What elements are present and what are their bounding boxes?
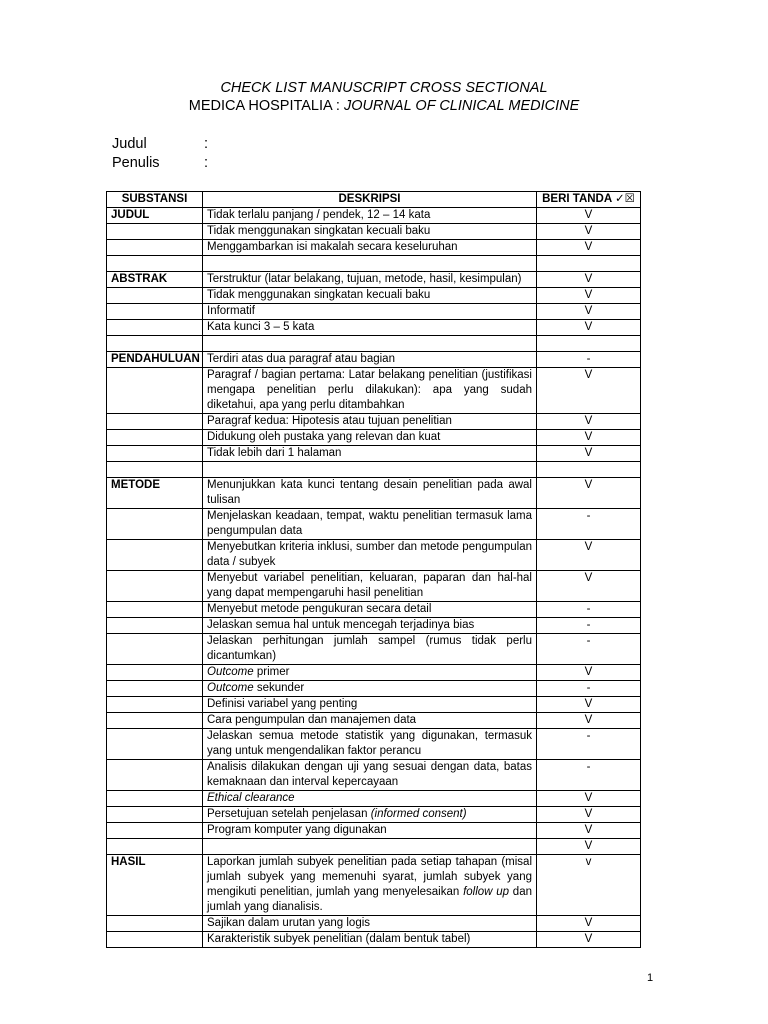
doc-subtitle	[0, 98, 768, 114]
substansi-cell	[107, 916, 203, 932]
deskripsi-text: Analisis dilakukan dengan uji yang sesuai dengan data, batas kemaknaan dan interval kepercayaan	[207, 761, 532, 788]
tanda-cell: v	[537, 855, 641, 916]
spacer-row	[107, 256, 641, 272]
tanda-cell: V	[537, 446, 641, 462]
deskripsi-cell	[203, 430, 537, 446]
deskripsi-cell	[203, 634, 537, 665]
page-number: 1	[647, 972, 654, 984]
empty-cell	[107, 462, 203, 478]
deskripsi-text: Didukung oleh pustaka yang relevan dan kuat	[207, 431, 441, 443]
tanda-cell: V	[537, 272, 641, 288]
substansi-cell	[107, 665, 203, 681]
deskripsi-cell	[203, 602, 537, 618]
table-row	[107, 320, 641, 336]
deskripsi-cell	[203, 713, 537, 729]
tanda-cell: -	[537, 602, 641, 618]
deskripsi-cell	[203, 681, 537, 697]
deskripsi-text: Tidak menggunakan singkatan kecuali baku	[207, 225, 431, 237]
table-row	[107, 932, 641, 948]
tanda-cell: -	[537, 681, 641, 697]
substansi-cell: HASIL	[107, 855, 203, 916]
table-row	[107, 446, 641, 462]
table-row	[107, 272, 641, 288]
substansi-cell	[107, 760, 203, 791]
tanda-cell: V	[537, 713, 641, 729]
deskripsi-text: Menggambarkan isi makalah secara keseluruhan	[207, 241, 458, 253]
empty-cell	[203, 256, 537, 272]
table-row	[107, 697, 641, 713]
deskripsi-text: Paragraf / bagian pertama: Latar belakang penelitian (justifikasi mengapa penelitian perlu dilakukan): apa yang sudah diketahui, apa yang perlu ditambahkan	[207, 369, 532, 411]
journal-subtitle: JOURNAL OF CLINICAL MEDICINE	[343, 98, 580, 114]
substansi-cell	[107, 602, 203, 618]
deskripsi-text: Persetujuan setelah penjelasan	[207, 808, 371, 820]
table-row	[107, 916, 641, 932]
table-row	[107, 681, 641, 697]
substansi-cell	[107, 618, 203, 634]
deskripsi-text: Cara pengumpulan dan manajemen data	[207, 714, 417, 726]
deskripsi-cell	[203, 304, 537, 320]
tanda-cell: V	[537, 208, 641, 224]
deskripsi-text: Outcome	[207, 666, 254, 678]
deskripsi-text: Tidak menggunakan singkatan kecuali baku	[207, 289, 431, 301]
deskripsi-cell	[203, 823, 537, 839]
deskripsi-cell	[203, 240, 537, 256]
substansi-cell	[107, 288, 203, 304]
checklist-table	[106, 191, 641, 948]
table-row	[107, 414, 641, 430]
deskripsi-cell	[203, 320, 537, 336]
tanda-cell: V	[537, 839, 641, 855]
deskripsi-text: Program komputer yang digunakan	[207, 824, 387, 836]
deskripsi-cell	[203, 272, 537, 288]
substansi-cell: PENDAHULUAN	[107, 352, 203, 368]
deskripsi-cell	[203, 932, 537, 948]
empty-cell	[203, 336, 537, 352]
deskripsi-cell	[203, 208, 537, 224]
penulis-field	[112, 155, 208, 171]
empty-cell	[107, 256, 203, 272]
deskripsi-cell	[203, 729, 537, 760]
table-row	[107, 634, 641, 665]
substansi-cell	[107, 634, 203, 665]
tanda-cell: V	[537, 368, 641, 414]
deskripsi-text: (informed consent)	[370, 808, 467, 820]
deskripsi-cell	[203, 509, 537, 540]
deskripsi-cell	[203, 791, 537, 807]
table-row	[107, 368, 641, 414]
deskripsi-cell	[203, 665, 537, 681]
doc-title: CHECK LIST MANUSCRIPT CROSS SECTIONAL	[220, 80, 548, 96]
deskripsi-text: dan jumlah yang dianalisis.	[207, 886, 532, 913]
substansi-cell: METODE	[107, 478, 203, 509]
tanda-cell: -	[537, 760, 641, 791]
tanda-cell: -	[537, 352, 641, 368]
table-row	[107, 713, 641, 729]
substansi-cell	[107, 320, 203, 336]
substansi-cell: ABSTRAK	[107, 272, 203, 288]
tanda-cell: V	[537, 932, 641, 948]
spacer-row	[107, 462, 641, 478]
tanda-cell: V	[537, 823, 641, 839]
empty-cell	[537, 462, 641, 478]
substansi-cell	[107, 791, 203, 807]
deskripsi-cell	[203, 414, 537, 430]
table-row	[107, 509, 641, 540]
table-row	[107, 665, 641, 681]
tanda-cell: V	[537, 571, 641, 602]
tanda-cell: V	[537, 224, 641, 240]
substansi-cell	[107, 839, 203, 855]
substansi-cell	[107, 304, 203, 320]
substansi-cell	[107, 807, 203, 823]
deskripsi-text: Tidak lebih dari 1 halaman	[207, 447, 342, 459]
tanda-cell: V	[537, 916, 641, 932]
substansi-cell	[107, 446, 203, 462]
journal-name: MEDICA HOSPITALIA :	[188, 98, 344, 114]
deskripsi-text: Karakteristik subyek penelitian (dalam bentuk tabel)	[207, 933, 471, 945]
tanda-cell: V	[537, 414, 641, 430]
deskripsi-text: Terdiri atas dua paragraf atau bagian	[207, 353, 395, 365]
substansi-cell	[107, 697, 203, 713]
deskripsi-text: Jelaskan perhitungan jumlah sampel (rumus tidak perlu dicantumkan)	[207, 635, 532, 662]
deskripsi-text: Definisi variabel yang penting	[207, 698, 358, 710]
substansi-cell	[107, 430, 203, 446]
table-row	[107, 807, 641, 823]
deskripsi-cell	[203, 224, 537, 240]
deskripsi-text: Informatif	[207, 305, 255, 317]
penulis-label: Penulis	[112, 155, 160, 171]
substansi-cell	[107, 713, 203, 729]
spacer-row	[107, 336, 641, 352]
table-row	[107, 602, 641, 618]
table-row	[107, 430, 641, 446]
deskripsi-cell	[203, 855, 537, 916]
deskripsi-text: Ethical clearance	[207, 792, 295, 804]
judul-field	[112, 136, 208, 152]
tanda-cell: V	[537, 430, 641, 446]
deskripsi-text: Menyebut variabel penelitian, keluaran, paparan dan hal-hal yang dapat mempengaruhi hasil penelitian	[207, 572, 532, 599]
table-row	[107, 618, 641, 634]
table-row	[107, 729, 641, 760]
tanda-cell: V	[537, 288, 641, 304]
deskripsi-text: Jelaskan semua hal untuk mencegah terjadinya bias	[207, 619, 475, 631]
tanda-cell: -	[537, 509, 641, 540]
table-row	[107, 240, 641, 256]
table-row	[107, 208, 641, 224]
table-row	[107, 540, 641, 571]
deskripsi-cell	[203, 839, 537, 855]
deskripsi-cell	[203, 618, 537, 634]
substansi-cell	[107, 932, 203, 948]
table-row	[107, 760, 641, 791]
deskripsi-cell	[203, 478, 537, 509]
tanda-cell: V	[537, 320, 641, 336]
penulis-colon: :	[204, 155, 209, 171]
table-body	[107, 208, 641, 948]
table-row	[107, 791, 641, 807]
table-row	[107, 352, 641, 368]
empty-cell	[107, 336, 203, 352]
table-header-row	[107, 192, 641, 208]
tanda-cell: V	[537, 807, 641, 823]
substansi-cell	[107, 681, 203, 697]
tanda-cell: V	[537, 665, 641, 681]
table-row	[107, 571, 641, 602]
empty-cell	[203, 462, 537, 478]
substansi-cell	[107, 224, 203, 240]
deskripsi-cell	[203, 446, 537, 462]
substansi-cell	[107, 509, 203, 540]
deskripsi-cell	[203, 571, 537, 602]
deskripsi-text: Kata kunci 3 – 5 kata	[207, 321, 315, 333]
deskripsi-cell	[203, 807, 537, 823]
judul-colon: :	[204, 136, 209, 152]
deskripsi-cell	[203, 916, 537, 932]
deskripsi-text: Sajikan dalam urutan yang logis	[207, 917, 371, 929]
tanda-cell: V	[537, 478, 641, 509]
substansi-cell	[107, 240, 203, 256]
table-row	[107, 304, 641, 320]
substansi-cell	[107, 729, 203, 760]
deskripsi-text: primer	[253, 666, 290, 678]
header-substansi: SUBSTANSI	[107, 192, 203, 208]
deskripsi-text: Menjelaskan keadaan, tempat, waktu penelitian termasuk lama pengumpulan data	[207, 510, 532, 537]
deskripsi-text: Laporkan jumlah subyek penelitian pada setiap tahapan (misal jumlah subyek yang memenuhi syarat, jumlah subyek yang mengikuti penelitian, jumlah yang menyelesaikan	[207, 856, 532, 898]
tanda-cell: V	[537, 791, 641, 807]
deskripsi-cell	[203, 697, 537, 713]
deskripsi-text: follow up	[463, 886, 510, 898]
deskripsi-cell	[203, 368, 537, 414]
tanda-cell: V	[537, 697, 641, 713]
deskripsi-text: sekunder	[253, 682, 305, 694]
tanda-cell: V	[537, 304, 641, 320]
deskripsi-text: Outcome	[207, 682, 254, 694]
judul-label: Judul	[112, 136, 147, 152]
deskripsi-text: Terstruktur (latar belakang, tujuan, metode, hasil, kesimpulan)	[207, 273, 522, 285]
tanda-cell: V	[537, 540, 641, 571]
deskripsi-cell	[203, 288, 537, 304]
deskripsi-cell	[203, 352, 537, 368]
substansi-cell	[107, 571, 203, 602]
tanda-cell: -	[537, 634, 641, 665]
deskripsi-text: Menunjukkan kata kunci tentang desain penelitian pada awal tulisan	[207, 479, 532, 506]
table-row	[107, 478, 641, 509]
deskripsi-text: Jelaskan semua metode statistik yang digunakan, termasuk yang untuk mengendalikan faktor perancu	[207, 730, 532, 757]
deskripsi-text: Menyebut metode pengukuran secara detail	[207, 603, 432, 615]
substansi-cell	[107, 414, 203, 430]
deskripsi-text: Tidak terlalu panjang / pendek, 12 – 14 kata	[207, 209, 431, 221]
header-beri-tanda: BERI TANDA ✓☒	[537, 192, 641, 208]
table-row	[107, 839, 641, 855]
tanda-cell: V	[537, 240, 641, 256]
table-row	[107, 224, 641, 240]
substansi-cell	[107, 540, 203, 571]
table-row	[107, 855, 641, 916]
empty-cell	[537, 336, 641, 352]
tanda-cell: -	[537, 618, 641, 634]
header-deskripsi: DESKRIPSI	[203, 192, 537, 208]
deskripsi-text: Paragraf kedua: Hipotesis atau tujuan penelitian	[207, 415, 452, 427]
substansi-cell	[107, 368, 203, 414]
deskripsi-cell	[203, 540, 537, 571]
deskripsi-cell	[203, 760, 537, 791]
table-row	[107, 288, 641, 304]
table-row	[107, 823, 641, 839]
deskripsi-text: Menyebutkan kriteria inklusi, sumber dan metode pengumpulan data / subyek	[207, 541, 532, 568]
substansi-cell: JUDUL	[107, 208, 203, 224]
tanda-cell: -	[537, 729, 641, 760]
empty-cell	[537, 256, 641, 272]
substansi-cell	[107, 823, 203, 839]
